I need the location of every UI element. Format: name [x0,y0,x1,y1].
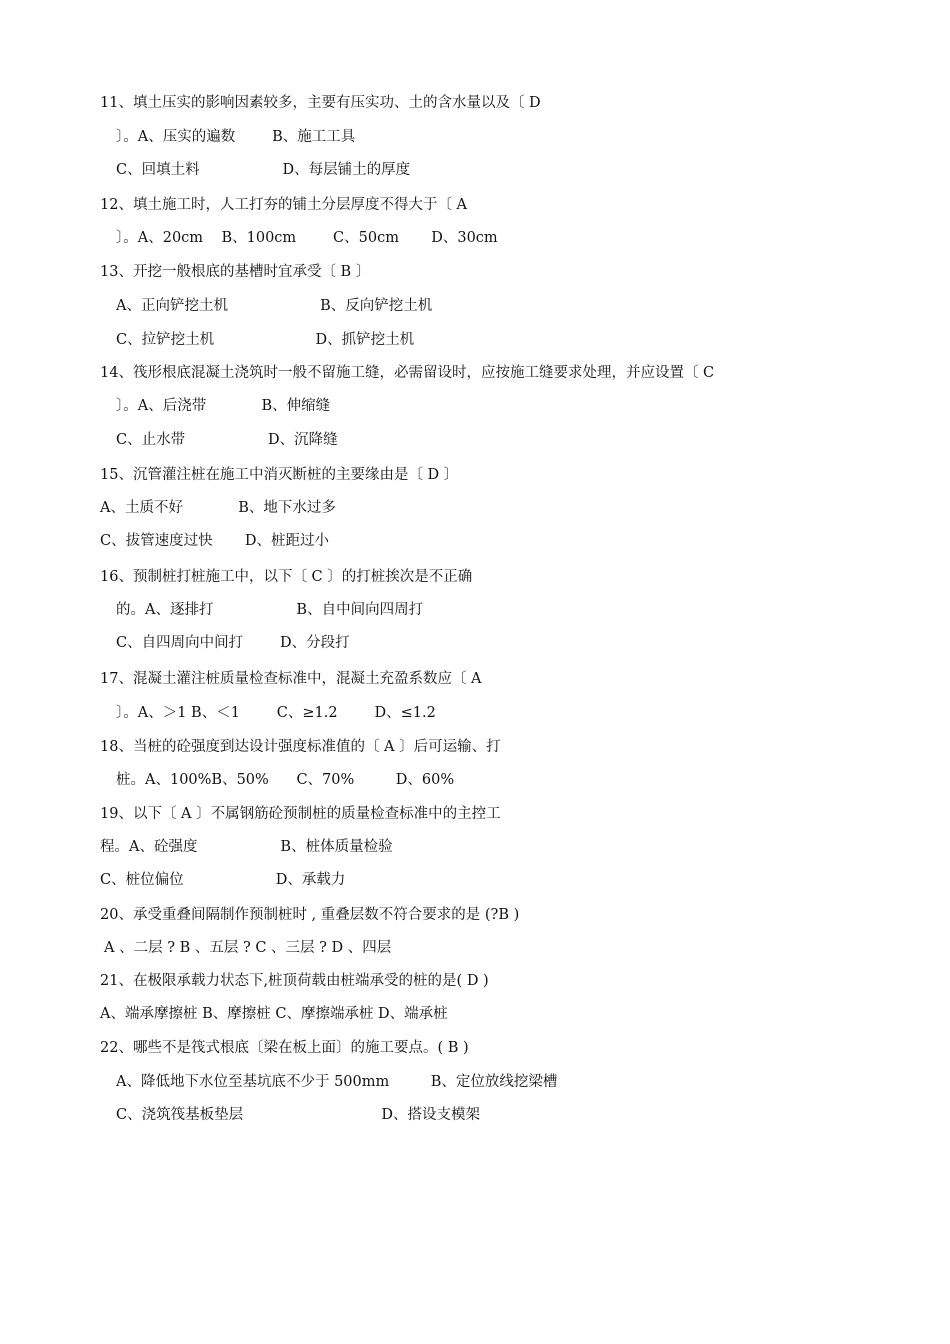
q22-options-cd: C、浇筑筏基板垫层 D、搭设支模架 [116,1107,480,1123]
q16-options-ab: 的。A、逐排打 B、自中间向四周打 [116,602,424,618]
q17-stem: 17、混凝土灌注桩质量检查标准中，混凝土充盈系数应〔 A [100,671,482,687]
q13-options-ab: A、正向铲挖土机 B、反向铲挖土机 [116,298,433,314]
q14-stem: 14、筏形根底混凝土浇筑时一般不留施工缝，必需留设时，应按施工缝要求处理，并应设置〔 C [100,365,715,381]
q18-stem: 18、当桩的砼强度到达设计强度标准值的〔 A 〕后可运输、打 [100,739,501,755]
q14-options-cd: C、止水带 D、沉降缝 [116,432,338,448]
q22-options-ab: A、降低地下水位至基坑底不少于 500mm B、定位放线挖梁槽 [116,1074,558,1090]
q20-options: A 、二层 ? B 、五层 ? C 、三层 ? D 、四层 [104,940,392,956]
q15-options-cd: C、拔管速度过快 D、桩距过小 [100,533,329,549]
q19-stem: 19、以下〔 A 〕不属钢筋砼预制桩的质量检查标准中的主控工 [100,806,501,822]
q12-stem: 12、填土施工时，人工打夯的铺土分层厚度不得大于〔 A [100,197,468,213]
q21-stem: 21、在极限承载力状态下,桩顶荷载由桩端承受的桩的是( D ) [100,973,489,989]
q19-options-ab: 程。A、砼强度 B、桩体质量检验 [100,839,393,855]
q19-options-cd: C、桩位偏位 D、承载力 [100,872,346,888]
q14-options-ab: 〕。A、后浇带 B、伸缩缝 [116,398,331,414]
q18-options: 桩。A、100%B、50% C、70% D、60% [116,772,455,788]
q11-options-cd: C、回填土料 D、每层铺土的厚度 [116,162,411,178]
q20-stem: 20、承受重叠间隔制作预制桩时 , 重叠层数不符合要求的是 (?B ) [100,907,520,923]
q13-stem: 13、开挖一般根底的基槽时宜承受〔 B 〕 [100,264,371,280]
q22-stem: 22、哪些不是筏式根底〔梁在板上面〕的施工要点。( B ) [100,1040,469,1056]
q16-stem: 16、预制桩打桩施工中，以下〔 C 〕的打桩挨次是不正确 [100,569,473,585]
q21-options: A、端承摩擦桩 B、摩擦桩 C、摩擦端承桩 D、端承桩 [100,1006,448,1022]
q12-options: 〕。A、20cm B、100cm C、50cm D、30cm [116,230,498,246]
q15-options-ab: A、土质不好 B、地下水过多 [100,500,336,516]
q11-options-ab: 〕。A、压实的遍数 B、施工工具 [116,129,356,145]
q16-options-cd: C、自四周向中间打 D、分段打 [116,635,350,651]
q17-options: 〕。A、＞1 B、＜1 C、≥1.2 D、≤1.2 [116,705,436,721]
q11-stem: 11、填土压实的影响因素较多，主要有压实功、土的含水量以及〔 D [100,95,541,111]
q15-stem: 15、沉管灌注桩在施工中消灭断桩的主要缘由是〔 D 〕 [100,467,459,483]
q13-options-cd: C、拉铲挖土机 D、抓铲挖土机 [116,332,415,348]
